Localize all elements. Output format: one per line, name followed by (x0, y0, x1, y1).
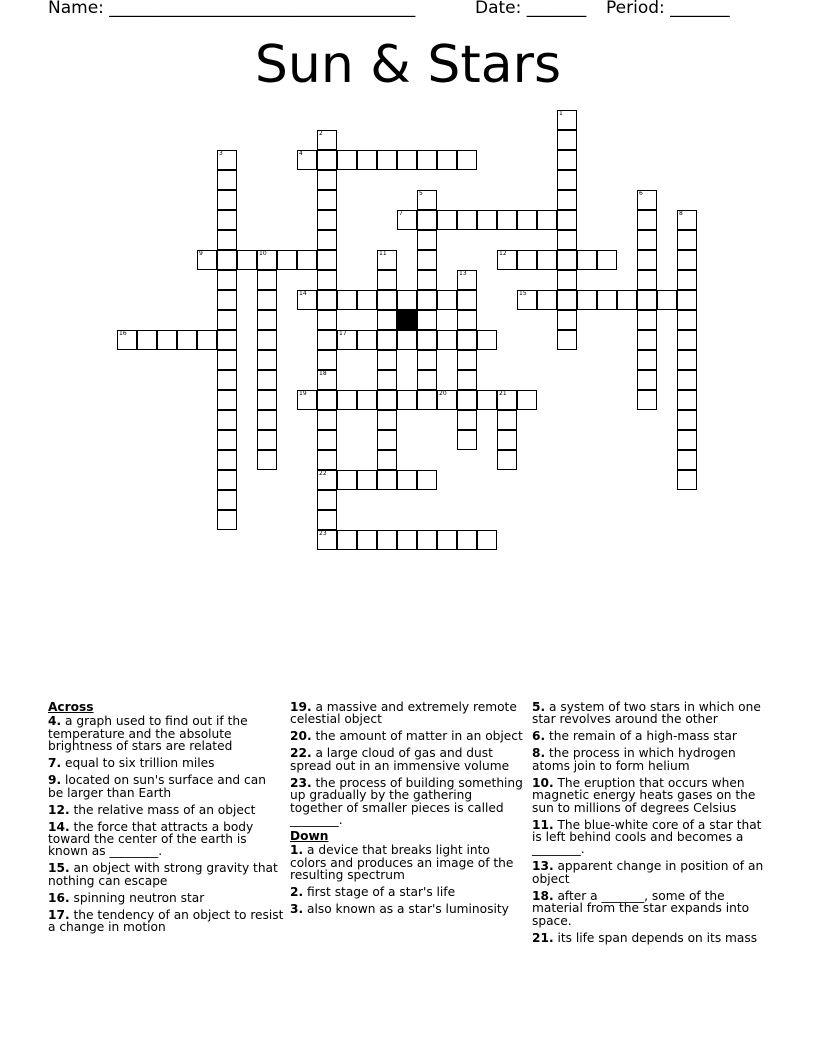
grid-cell[interactable] (417, 350, 437, 370)
grid-cell[interactable] (677, 250, 697, 270)
grid-cell[interactable] (577, 290, 597, 310)
grid-cell[interactable] (257, 330, 277, 350)
grid-cell[interactable] (257, 410, 277, 430)
grid-cell[interactable] (217, 350, 237, 370)
grid-cell[interactable] (417, 150, 437, 170)
grid-cell[interactable] (357, 290, 377, 310)
clue-number: 12. (48, 802, 70, 817)
clue-number: 16 (119, 330, 127, 337)
clue-number: 1. (290, 843, 304, 858)
grid-cell[interactable] (377, 150, 397, 170)
grid-cell[interactable] (457, 410, 477, 430)
clue-number: 4 (299, 150, 303, 157)
grid-cell[interactable] (477, 210, 497, 230)
grid-cell[interactable] (377, 310, 397, 330)
period-field-label: Period: _______ (606, 0, 730, 18)
grid-cell[interactable] (457, 350, 477, 370)
grid-cell[interactable] (317, 390, 337, 410)
down-heading: Down (290, 829, 329, 844)
grid-cell[interactable] (417, 210, 437, 230)
grid-cell[interactable] (497, 250, 517, 270)
down-clue (532, 730, 768, 742)
across-clue (48, 909, 284, 934)
grid-cell[interactable] (517, 390, 537, 410)
down-clue (532, 819, 768, 856)
clue-number: 5. (532, 700, 546, 714)
grid-cell[interactable] (217, 170, 237, 190)
grid-cell[interactable] (417, 250, 437, 270)
grid-cell[interactable] (557, 210, 577, 230)
clue-number: 12 (499, 250, 507, 257)
grid-cell[interactable] (637, 230, 657, 250)
grid-cell[interactable] (297, 250, 317, 270)
grid-cell[interactable] (397, 150, 417, 170)
clue-text: an object with strong gravity that nothing can escape (48, 861, 278, 888)
clue-number: 18 (319, 370, 327, 377)
grid-cell[interactable] (517, 210, 537, 230)
grid-cell[interactable] (557, 130, 577, 150)
grid-cell[interactable] (437, 210, 457, 230)
grid-cell[interactable] (637, 350, 657, 370)
clue-text: a device that breaks light into colors and produces an image of the resulting spectrum (290, 843, 514, 883)
grid-cell[interactable] (377, 270, 397, 290)
grid-cell[interactable] (217, 450, 237, 470)
grid-cell[interactable] (397, 330, 417, 350)
down-clue (290, 886, 526, 898)
grid-cell[interactable] (677, 210, 697, 230)
grid-cell[interactable] (437, 290, 457, 310)
grid-cell[interactable] (377, 450, 397, 470)
grid-cell[interactable] (497, 410, 517, 430)
grid-cell[interactable] (677, 330, 697, 350)
grid-cell[interactable] (577, 250, 597, 270)
date-field-label: Date: _______ (475, 0, 587, 18)
grid-cell[interactable] (537, 210, 557, 230)
grid-cell[interactable] (457, 430, 477, 450)
clue-number: 15. (48, 861, 70, 876)
clue-number: 22. (290, 746, 312, 761)
clue-number: 3 (219, 150, 223, 157)
clue-number: 11. (532, 817, 554, 832)
grid-cell[interactable] (437, 390, 457, 410)
grid-cell[interactable] (317, 350, 337, 370)
clue-number: 13 (459, 270, 467, 277)
across-clue (48, 892, 284, 904)
grid-cell[interactable] (657, 290, 677, 310)
grid-cell[interactable] (357, 390, 377, 410)
grid-cell[interactable] (317, 210, 337, 230)
grid-cell[interactable] (677, 350, 697, 370)
clue-number: 18. (532, 888, 554, 903)
clue-text: equal to six trillion miles (61, 756, 215, 771)
down-clue (290, 903, 526, 915)
grid-cell[interactable] (517, 250, 537, 270)
grid-cell[interactable] (517, 290, 537, 310)
clue-number: 17 (339, 330, 347, 337)
clue-number: 3. (290, 902, 304, 917)
grid-cell[interactable] (257, 310, 277, 330)
grid-cell[interactable] (677, 310, 697, 330)
clue-text: first stage of a star's life (303, 885, 456, 900)
grid-cell[interactable] (317, 250, 337, 270)
grid-cell[interactable] (377, 410, 397, 430)
grid-cell[interactable] (417, 310, 437, 330)
grid-cell[interactable] (337, 330, 357, 350)
grid-cell[interactable] (257, 450, 277, 470)
clue-text: the process in which hydrogen atoms join to form helium (532, 746, 736, 773)
clue-text: the process of building something up gradually by the gathering together of smaller pieces is called ________. (290, 775, 523, 828)
grid-cell[interactable] (117, 330, 137, 350)
grid-cell[interactable] (357, 150, 377, 170)
grid-cell[interactable] (217, 410, 237, 430)
across-clue (290, 747, 526, 772)
grid-cell[interactable] (377, 370, 397, 390)
clue-number: 21 (499, 390, 507, 397)
across-clue (48, 821, 284, 858)
clue-number: 19 (299, 390, 307, 397)
grid-cell[interactable] (557, 330, 577, 350)
grid-cell[interactable] (257, 250, 277, 270)
clue-text: a large cloud of gas and dust spread out in an immensive volume (290, 746, 510, 773)
grid-cell[interactable] (537, 250, 557, 270)
grid-cell[interactable] (557, 290, 577, 310)
grid-cell[interactable] (237, 250, 257, 270)
clue-text: a massive and extremely remote celestial object (290, 700, 517, 727)
grid-cell[interactable] (217, 230, 237, 250)
grid-cell[interactable] (397, 470, 417, 490)
grid-cell[interactable] (637, 370, 657, 390)
grid-cell[interactable] (297, 150, 317, 170)
clue-number: 10 (259, 250, 267, 257)
down-clue (290, 844, 526, 881)
down-clue (532, 777, 768, 814)
down-clue (532, 890, 768, 927)
grid-cell[interactable] (457, 210, 477, 230)
across-clue (48, 715, 284, 752)
grid-cell[interactable] (557, 110, 577, 130)
grid-cell[interactable] (317, 490, 337, 510)
grid-cell[interactable] (497, 450, 517, 470)
grid-cell[interactable] (337, 470, 357, 490)
grid-cell[interactable] (377, 390, 397, 410)
grid-cell[interactable] (317, 450, 337, 470)
grid-cell[interactable] (317, 150, 337, 170)
page-title: Sun & Stars (254, 35, 562, 95)
clue-text: the tendency of an object to resist a change in motion (48, 907, 284, 935)
across-clue (290, 777, 526, 827)
down-clue (532, 860, 768, 885)
grid-cell[interactable] (317, 170, 337, 190)
grid-cell[interactable] (177, 330, 197, 350)
grid-cell[interactable] (317, 470, 337, 490)
grid-cell[interactable] (217, 490, 237, 510)
grid-cell[interactable] (377, 330, 397, 350)
clue-text: a graph used to find out if the temperature and the absolute brightness of stars are related (48, 714, 248, 754)
grid-cell[interactable] (137, 330, 157, 350)
clue-number: 22 (319, 470, 327, 477)
grid-cell[interactable] (437, 530, 457, 550)
clue-text: spinning neutron star (69, 890, 205, 905)
grid-cell[interactable] (317, 370, 337, 390)
grid-cell[interactable] (317, 230, 337, 250)
grid-cell[interactable] (677, 230, 697, 250)
clue-text: the force that attracts a body toward the center of the earth is known as ________. (48, 819, 254, 859)
grid-cell[interactable] (317, 290, 337, 310)
grid-cell[interactable] (377, 250, 397, 270)
grid-cell[interactable] (477, 390, 497, 410)
grid-cell[interactable] (397, 530, 417, 550)
grid-cell[interactable] (437, 150, 457, 170)
grid-cell[interactable] (397, 390, 417, 410)
clue-number: 10. (532, 775, 554, 790)
across-clue (48, 804, 284, 816)
grid-cell[interactable] (457, 530, 477, 550)
across-heading: Across (48, 700, 94, 714)
clues-column-2 (290, 701, 526, 920)
grid-cell[interactable] (217, 510, 237, 530)
grid-cell[interactable] (557, 250, 577, 270)
across-clue (290, 730, 526, 742)
grid-cell[interactable] (337, 390, 357, 410)
grid-cell[interactable] (677, 370, 697, 390)
grid-cell[interactable] (417, 190, 437, 210)
clue-number: 6. (532, 729, 546, 744)
clue-text: the amount of matter in an object (311, 729, 523, 744)
grid-cell[interactable] (357, 470, 377, 490)
grid-cell[interactable] (317, 190, 337, 210)
grid-cell[interactable] (557, 230, 577, 250)
grid-cell[interactable] (457, 270, 477, 290)
grid-cell[interactable] (337, 530, 357, 550)
grid-cell[interactable] (217, 210, 237, 230)
grid-cell[interactable] (397, 210, 417, 230)
grid-cell[interactable] (677, 290, 697, 310)
clue-number: 21. (532, 930, 554, 945)
clue-number: 23 (319, 530, 327, 537)
grid-cell[interactable] (217, 150, 237, 170)
grid-cell[interactable] (317, 510, 337, 530)
grid-cell[interactable] (497, 430, 517, 450)
across-clue (48, 862, 284, 887)
clues-column-1 (48, 701, 284, 938)
grid-cell[interactable] (317, 530, 337, 550)
clue-text: The blue-white core of a star that is left behind cools and becomes a ________. (532, 817, 762, 857)
grid-cell[interactable] (537, 290, 557, 310)
grid-cell[interactable] (457, 330, 477, 350)
clue-number: 1 (559, 110, 563, 117)
clue-number: 20 (439, 390, 447, 397)
grid-block (397, 310, 417, 330)
grid-cell[interactable] (317, 270, 337, 290)
clue-text: also known as a star's luminosity (303, 902, 509, 917)
clue-text: a system of two stars in which one star revolves around the other (532, 700, 761, 727)
down-clue (532, 932, 768, 944)
clue-text: located on sun's surface and can be larger than Earth (48, 773, 266, 800)
grid-cell[interactable] (497, 210, 517, 230)
grid-cell[interactable] (377, 530, 397, 550)
grid-cell[interactable] (297, 290, 317, 310)
grid-cell[interactable] (417, 270, 437, 290)
clue-number: 20. (290, 729, 312, 744)
clue-number: 8. (532, 746, 546, 761)
grid-cell[interactable] (677, 410, 697, 430)
grid-cell[interactable] (557, 190, 577, 210)
clue-number: 2. (290, 885, 304, 900)
grid-cell[interactable] (217, 330, 237, 350)
grid-cell[interactable] (597, 290, 617, 310)
grid-cell[interactable] (377, 470, 397, 490)
grid-cell[interactable] (317, 430, 337, 450)
grid-cell[interactable] (337, 150, 357, 170)
clue-text: after a _______, some of the material from the star expands into space. (532, 888, 750, 928)
grid-cell[interactable] (217, 290, 237, 310)
grid-cell[interactable] (637, 190, 657, 210)
clue-text: The eruption that occurs when magnetic energy heats gases on the sun to millions of degrees Celsius (532, 775, 756, 815)
clue-number: 5 (419, 190, 423, 197)
grid-cell[interactable] (257, 390, 277, 410)
clue-number: 7 (399, 210, 403, 217)
clue-number: 4. (48, 714, 62, 729)
clue-number: 23. (290, 775, 312, 790)
clue-text: the remain of a high-mass star (545, 729, 737, 744)
grid-cell[interactable] (457, 290, 477, 310)
clue-number: 9. (48, 773, 62, 788)
grid-cell[interactable] (217, 470, 237, 490)
grid-cell[interactable] (557, 270, 577, 290)
grid-cell[interactable] (637, 270, 657, 290)
grid-cell[interactable] (637, 210, 657, 230)
grid-cell[interactable] (417, 390, 437, 410)
clue-text: the relative mass of an object (69, 802, 256, 817)
grid-cell[interactable] (677, 450, 697, 470)
grid-cell[interactable] (257, 350, 277, 370)
grid-cell[interactable] (317, 130, 337, 150)
grid-cell[interactable] (457, 150, 477, 170)
grid-cell[interactable] (417, 470, 437, 490)
across-clue (48, 774, 284, 799)
grid-cell[interactable] (477, 530, 497, 550)
grid-cell[interactable] (557, 310, 577, 330)
grid-cell[interactable] (217, 390, 237, 410)
grid-cell[interactable] (637, 250, 657, 270)
grid-cell[interactable] (357, 330, 377, 350)
grid-cell[interactable] (337, 290, 357, 310)
grid-cell[interactable] (257, 370, 277, 390)
grid-cell[interactable] (357, 530, 377, 550)
grid-cell[interactable] (417, 230, 437, 250)
clue-number: 11 (379, 250, 387, 257)
clues-column-3 (532, 701, 768, 949)
grid-cell[interactable] (257, 290, 277, 310)
grid-cell[interactable] (317, 330, 337, 350)
grid-cell[interactable] (557, 170, 577, 190)
clue-text: apparent change in position of an object (532, 859, 764, 886)
clue-text: its life span depends on its mass (553, 930, 758, 945)
across-clue (48, 757, 284, 769)
clue-number: 14. (48, 819, 70, 834)
clue-number: 7. (48, 756, 62, 771)
grid-cell[interactable] (377, 290, 397, 310)
grid-cell[interactable] (457, 370, 477, 390)
grid-cell[interactable] (217, 190, 237, 210)
grid-cell[interactable] (217, 430, 237, 450)
grid-cell[interactable] (397, 290, 417, 310)
clue-number: 16. (48, 890, 70, 905)
grid-cell[interactable] (417, 530, 437, 550)
grid-cell[interactable] (277, 250, 297, 270)
down-clue (532, 747, 768, 772)
grid-cell[interactable] (677, 390, 697, 410)
grid-cell[interactable] (197, 330, 217, 350)
clue-number: 17. (48, 907, 70, 922)
clue-number: 9 (199, 250, 203, 257)
grid-cell[interactable] (637, 330, 657, 350)
clue-number: 8 (679, 210, 683, 217)
grid-cell[interactable] (677, 470, 697, 490)
name-field-label: Name: ____________________________________ (48, 0, 416, 18)
grid-cell[interactable] (217, 310, 237, 330)
grid-cell[interactable] (497, 390, 517, 410)
clue-number: 19. (290, 700, 312, 714)
clue-number: 14 (299, 290, 307, 297)
grid-cell[interactable] (157, 330, 177, 350)
grid-cell[interactable] (217, 250, 237, 270)
grid-cell[interactable] (377, 350, 397, 370)
grid-cell[interactable] (257, 270, 277, 290)
grid-cell[interactable] (377, 430, 397, 450)
grid-cell[interactable] (677, 270, 697, 290)
grid-cell[interactable] (597, 250, 617, 270)
grid-cell[interactable] (417, 330, 437, 350)
clue-number: 15 (519, 290, 527, 297)
grid-cell[interactable] (617, 290, 637, 310)
grid-cell[interactable] (197, 250, 217, 270)
grid-cell[interactable] (297, 390, 317, 410)
grid-cell[interactable] (257, 430, 277, 450)
grid-cell[interactable] (637, 390, 657, 410)
grid-cell[interactable] (557, 150, 577, 170)
across-clue (290, 701, 526, 726)
grid-cell[interactable] (477, 330, 497, 350)
grid-cell[interactable] (417, 370, 437, 390)
grid-cell[interactable] (317, 410, 337, 430)
clue-number: 6 (639, 190, 643, 197)
grid-cell[interactable] (217, 270, 237, 290)
grid-cell[interactable] (457, 390, 477, 410)
grid-cell[interactable] (437, 330, 457, 350)
grid-cell[interactable] (637, 290, 657, 310)
down-clue (532, 701, 768, 726)
grid-cell[interactable] (217, 370, 237, 390)
grid-cell[interactable] (457, 310, 477, 330)
clue-number: 2 (319, 130, 323, 137)
grid-cell[interactable] (417, 290, 437, 310)
clue-number: 13. (532, 859, 554, 874)
grid-cell[interactable] (317, 310, 337, 330)
grid-cell[interactable] (677, 430, 697, 450)
grid-cell[interactable] (637, 310, 657, 330)
